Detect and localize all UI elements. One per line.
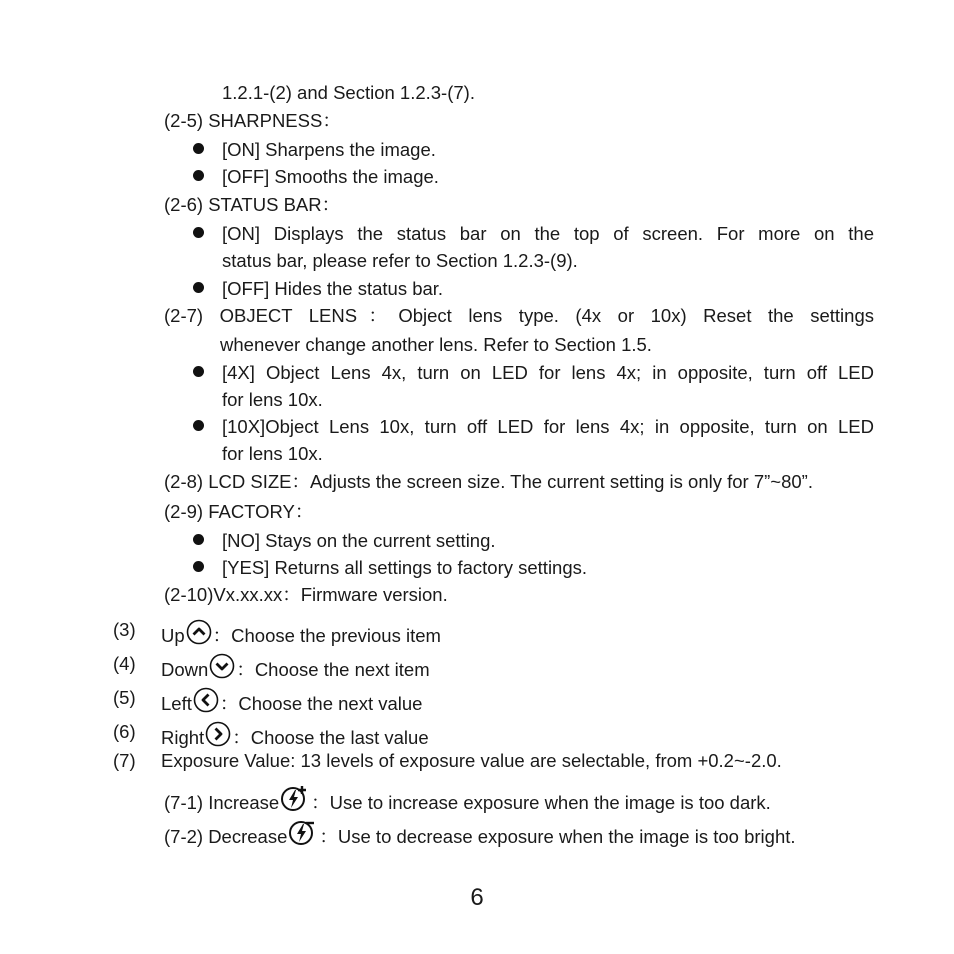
lens-4x-text-line2: for lens 10x. xyxy=(222,389,323,410)
decrease-description: ：Use to decrease exposure when the image is too bright. xyxy=(319,826,796,847)
item-2-7-continued: whenever change another lens. Refer to Section 1.5. xyxy=(220,334,652,355)
right-label: Right xyxy=(161,727,205,748)
increase-description: ：Use to increase exposure when the image is too dark. xyxy=(311,792,771,813)
bullet xyxy=(193,282,204,293)
item-2-9-heading: (2-9) FACTORY： xyxy=(164,501,314,522)
item-7-number: (7) xyxy=(113,750,136,771)
down-arrow-icon xyxy=(209,653,235,679)
item-3-number: (3) xyxy=(113,619,136,640)
status-on-text-line2: status bar, please refer to Section 1.2.3-(9). xyxy=(222,250,578,271)
left-description: ：Choose the next value xyxy=(219,693,423,714)
item-7-text: Exposure Value: 13 levels of exposure value are selectable, from +0.2~-2.0. xyxy=(161,750,782,771)
lens-4x-text-line1: [4X] Object Lens 4x, turn on LED for lens 4x; in opposite, turn off LED xyxy=(222,362,874,383)
item-2-7-heading: (2-7) OBJECT LENS：Object lens type. (4x or 10x) Reset the settings xyxy=(164,305,874,326)
item-2-5-heading: (2-5) SHARPNESS： xyxy=(164,110,341,131)
item-5-text xyxy=(161,687,422,715)
page-number: 6 xyxy=(470,884,484,911)
item-7-1-text xyxy=(164,784,771,814)
item-5-number: (5) xyxy=(113,687,136,708)
flash-plus-icon xyxy=(280,784,310,812)
item-6-number: (6) xyxy=(113,721,136,742)
bullet xyxy=(193,366,204,377)
item-2-10-text: (2-10)Vx.xx.xx：Firmware version. xyxy=(164,584,448,605)
left-label: Left xyxy=(161,693,192,714)
up-arrow-icon xyxy=(186,619,212,645)
bullet xyxy=(193,227,204,238)
status-on-text-line1: [ON] Displays the status bar on the top of screen. For more on the xyxy=(222,223,874,244)
item-4-number: (4) xyxy=(113,653,136,674)
continued-text: 1.2.1-(2) and Section 1.2.3-(7). xyxy=(222,82,475,103)
sharpness-on-text: [ON] Sharpens the image. xyxy=(222,139,436,160)
factory-no-text: [NO] Stays on the current setting. xyxy=(222,530,496,551)
lens-10x-text-line2: for lens 10x. xyxy=(222,443,323,464)
lens-10x-text-line1: [10X]Object Lens 10x, turn off LED for lens 4x; in opposite, turn on LED xyxy=(222,416,874,437)
item-2-6-heading: (2-6) STATUS BAR： xyxy=(164,194,341,215)
up-label: Up xyxy=(161,625,185,646)
status-off-text: [OFF] Hides the status bar. xyxy=(222,278,444,299)
up-description: ：Choose the previous item xyxy=(212,625,441,646)
down-label: Down xyxy=(161,659,209,680)
item-3-text xyxy=(161,619,441,647)
right-arrow-icon xyxy=(205,721,231,747)
bullet xyxy=(193,534,204,545)
increase-label: (7-1) Increase xyxy=(164,792,280,813)
bullet xyxy=(193,143,204,154)
bullet xyxy=(193,561,204,572)
item-2-8-text: (2-8) LCD SIZE：Adjusts the screen size. The current setting is only for 7”~80”. xyxy=(164,471,813,492)
down-description: ：Choose the next item xyxy=(236,659,430,680)
bullet xyxy=(193,420,204,431)
bullet xyxy=(193,170,204,181)
item-7-2-text xyxy=(164,818,796,848)
decrease-label: (7-2) Decrease xyxy=(164,826,288,847)
item-6-text xyxy=(161,721,429,749)
item-4-text xyxy=(161,653,430,681)
sharpness-off-text: [OFF] Smooths the image. xyxy=(222,166,439,187)
factory-yes-text: [YES] Returns all settings to factory settings. xyxy=(222,557,588,578)
flash-minus-icon xyxy=(288,818,318,846)
left-arrow-icon xyxy=(193,687,219,713)
right-description: ：Choose the last value xyxy=(232,727,429,748)
